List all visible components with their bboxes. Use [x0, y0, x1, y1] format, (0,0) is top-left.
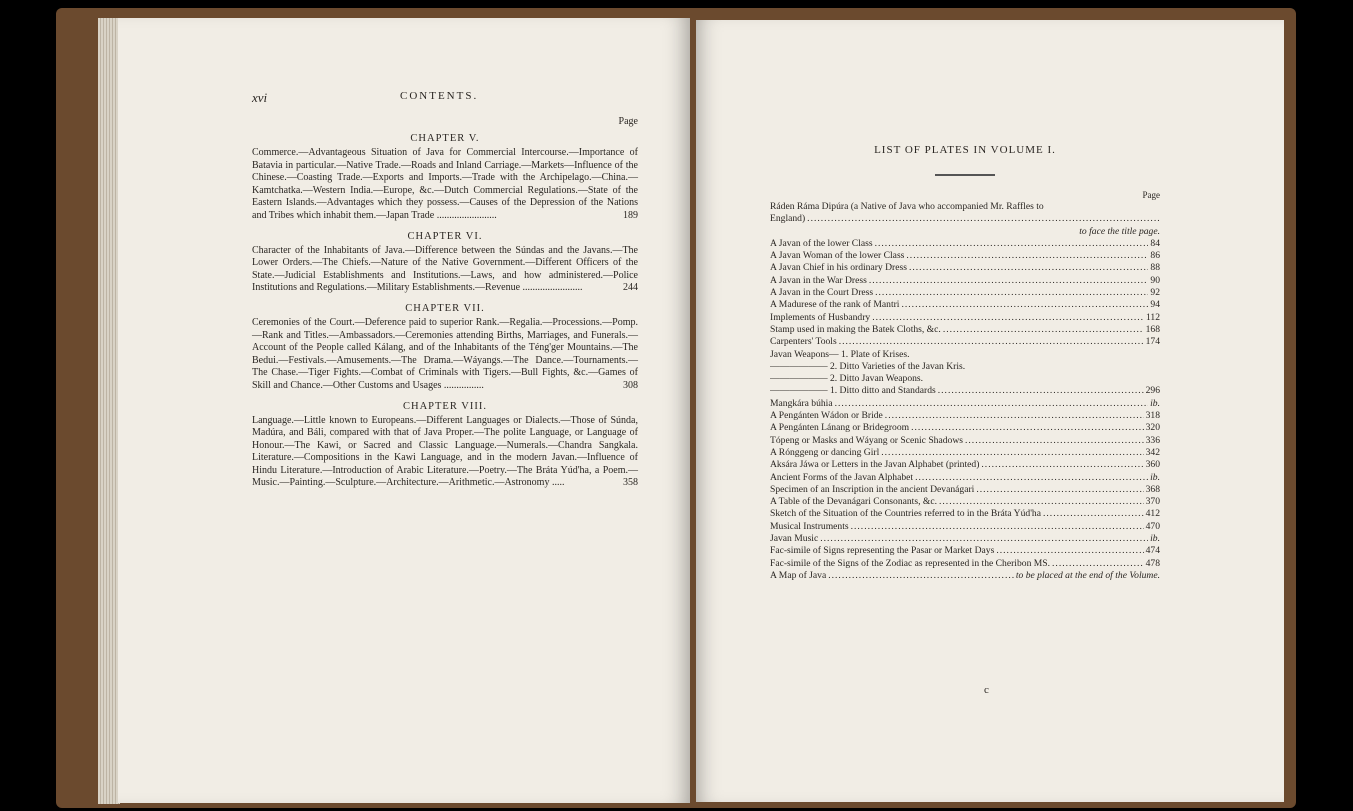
- plate-entry: [770, 238, 1160, 250]
- plate-title: —————— 2. Ditto Javan Weapons.: [770, 373, 924, 385]
- leader-dots: [976, 484, 1143, 496]
- signature-mark: c: [984, 684, 989, 696]
- plate-entry: [770, 558, 1160, 570]
- plate-entry: [770, 287, 1160, 299]
- leader-dots: [835, 398, 1149, 410]
- plate-title: A Map of Java: [770, 569, 827, 581]
- plate-title: Javan Weapons— 1. Plate of Krises.: [770, 348, 910, 360]
- chapter-heading: CHAPTER V.: [410, 133, 480, 144]
- plate-title: A Madurese of the rank of Mantri: [770, 299, 900, 311]
- plate-title: A Pengánten Lánang or Bridegroom: [770, 422, 910, 434]
- leader-dots: [939, 496, 1144, 508]
- running-title: CONTENTS.: [400, 90, 479, 102]
- plate-title: A Pengánten Wádon or Bride: [770, 410, 883, 422]
- plate-entry: [770, 447, 1160, 459]
- running-head: [252, 90, 638, 110]
- plate-page: to face the title page.: [1079, 225, 1160, 237]
- chapter-block: [252, 303, 638, 393]
- plate-page: 318: [1145, 410, 1160, 422]
- plate-entry: [770, 472, 1160, 484]
- plate-title: Aksára Jáwa or Letters in the Javan Alphabet (printed): [770, 459, 980, 471]
- plate-title: —————— 2. Ditto Varieties of the Javan Kris.: [770, 360, 966, 372]
- plate-title: Javan Music: [770, 533, 819, 545]
- page-number: xvi: [252, 90, 268, 105]
- leader-dots: [881, 447, 1143, 459]
- leader-dots: [820, 533, 1148, 545]
- plate-page: 360: [1145, 459, 1160, 471]
- plate-entry: [770, 521, 1160, 533]
- plate-page: 112: [1145, 311, 1160, 323]
- plate-title: Mangkára búhia: [770, 397, 833, 409]
- plate-entry: [770, 410, 1160, 422]
- plate-entry: [770, 385, 1160, 397]
- leader-dots: [911, 422, 1144, 434]
- leader-dots: [915, 472, 1148, 484]
- plate-title: Carpenters' Tools: [770, 336, 837, 348]
- plate-title: —————— 1. Ditto ditto and Standards: [770, 385, 936, 397]
- leader-dots: [807, 213, 1160, 224]
- plate-title: Fac-simile of the Signs of the Zodiac as represented in the Cheribon MS.: [770, 557, 1051, 569]
- plate-title: A Rónggeng or dancing Girl: [770, 446, 880, 458]
- plate-entry: [770, 459, 1160, 471]
- plate-title: Sketch of the Situation of the Countries referred to in the Bráta Yúd'ha: [770, 508, 1041, 520]
- chapter-summary: Commerce.—Advantageous Situation of Java for Commercial Intercourse.—Importance of Batavia in particular.—Native Trade.—Roads and Inland Carriage.—Markets—Influence of the Chinese.—Coasting Trade.—Exports and Imports.—Trade with the Archipelago.—China.—Kamtchatka.—Western India.—Europe, &c.—Dutch Commercial Regulations.—State of the Eastern Islands.—Advantages which they possess.—Causes of the Depression of the Nations and Tribes which inhabit them.—Japan Trade ........................ 189: [252, 147, 638, 221]
- chapter-summary: Ceremonies of the Court.—Deference paid to superior Rank.—Regalia.—Processions.—Pomp.—Rank and Titles.—Ambassadors.—Ceremonies attending Births, Marriages, and Funerals.—Account of the People called Kálang, and of the Inhabitants of the Téng'ger Mountains.—The Bedui.—Festivals.—Amusements.—The Drama.—Wáyangs.—The Dance.—Tournaments.—The Chase.—Tiger Fights.—Combat of Criminals with Tigers.—Bull Fights, &c.—Games of Skill and Chance.—Other Customs and Usages ................ 308: [252, 316, 638, 391]
- plate-page: 478: [1145, 557, 1160, 569]
- leader-dots: [872, 312, 1144, 324]
- leader-dots: [1052, 558, 1144, 570]
- leader-dots: [901, 299, 1148, 311]
- ornament-rule: [935, 174, 995, 176]
- leader-dots: [938, 385, 1144, 397]
- plate-entry: [770, 336, 1160, 348]
- left-page: [118, 18, 690, 803]
- page-column-label: Page: [618, 116, 638, 127]
- plate-page: 168: [1145, 323, 1160, 335]
- chapter-heading: CHAPTER VII.: [405, 302, 485, 314]
- leader-dots: [875, 287, 1148, 299]
- plate-entry: [770, 324, 1160, 336]
- plate-page: 342: [1145, 446, 1160, 458]
- plates-title: LIST OF PLATES IN VOLUME I.: [874, 144, 1056, 156]
- plate-entry: [770, 349, 1160, 361]
- leader-dots: [869, 275, 1149, 287]
- plate-page: to be placed at the end of the Volume.: [1015, 569, 1160, 581]
- plate-page: 368: [1145, 483, 1160, 495]
- right-page: [696, 20, 1284, 802]
- chapter-heading: CHAPTER VIII.: [403, 400, 487, 412]
- plate-page: 336: [1145, 434, 1160, 446]
- page-column-label: Page: [1142, 190, 1160, 200]
- plate-title: A Javan in the Court Dress: [770, 287, 874, 299]
- chapter-page: 244: [623, 282, 638, 294]
- plate-page: 84: [1150, 237, 1160, 249]
- plate-page: 320: [1145, 422, 1160, 434]
- leader-dots: [1043, 508, 1144, 520]
- plate-entry: [770, 496, 1160, 508]
- plate-entry: [770, 373, 1160, 385]
- plate-entry: [770, 435, 1160, 447]
- leader-dots: [851, 521, 1144, 533]
- leader-dots: [943, 324, 1144, 336]
- plate-title: A Table of the Devanágari Consonants, &c.: [770, 496, 937, 508]
- plate-entry: [770, 250, 1160, 262]
- chapter-summary: Character of the Inhabitants of Java.—Difference between the Súndas and the Javans.—The Lower Orders.—The Chiefs.—Nature of the Native Government.—Different Officers of the State.—Judicial Establishments and Institutions.—Laws, and how administered.—Police Institutions and Regulations.—Military Establishments.—Revenue ........................ 244: [252, 244, 638, 294]
- plate-title: Stamp used in making the Batek Cloths, &c.: [770, 323, 941, 335]
- plate-page: 470: [1145, 520, 1160, 532]
- plate-title: A Javan of the lower Class: [770, 237, 873, 249]
- leader-dots: [839, 336, 1144, 348]
- plate-page: 474: [1145, 545, 1160, 557]
- chapter-page: 308: [623, 379, 638, 391]
- plate-entry: [770, 361, 1160, 373]
- plate-title: Musical Instruments: [770, 520, 849, 532]
- plate-title: A Javan in the War Dress: [770, 274, 867, 286]
- plate-title: Tópeng or Masks and Wáyang or Scenic Shadows: [770, 434, 963, 446]
- chapter-block: [252, 133, 638, 223]
- leader-dots: [875, 238, 1149, 250]
- plate-entry: [770, 312, 1160, 324]
- plate-page: 174: [1145, 336, 1160, 348]
- plate-page: 92: [1150, 287, 1160, 299]
- chapter-summary: Language.—Little known to Europeans.—Different Languages or Dialects.—Those of Súnda, Madúra, and Báli, compared with that of Java Proper.—The polite Language, or Language of Honour.—The Kawi, or Sacred and Classic Language.—Numerals.—Chandra Sangkala. Literature.—Compositions in the Kawi Language, and in the modern Javan.—Influence of Hindu Literature.—Introduction of Arabic Literature.—Poetry.—The Bráta Yúd'ha, a Poem.—Music.—Painting.—Sculpture.—Architecture.—Arithmetic.—Astronomy ..... 358: [252, 414, 638, 489]
- plate-entry: [770, 299, 1160, 311]
- plate-entry: [770, 275, 1160, 287]
- chapter-block: [252, 231, 638, 295]
- plate-title: A Javan Woman of the lower Class: [770, 250, 905, 262]
- plate-entry: [770, 398, 1160, 410]
- chapter-page: 358: [623, 477, 638, 489]
- plate-page: 90: [1150, 274, 1160, 286]
- plate-page: ib.: [1150, 471, 1160, 483]
- chapter-page: 189: [623, 209, 638, 221]
- plate-page: ib.: [1150, 533, 1160, 545]
- plate-entry: [770, 508, 1160, 520]
- plate-title: Ancient Forms of the Javan Alphabet: [770, 471, 914, 483]
- leader-dots: [965, 435, 1144, 447]
- plate-title: Implements of Husbandry: [770, 311, 871, 323]
- plates-list: [770, 201, 1160, 582]
- leader-dots: [996, 545, 1143, 557]
- leader-dots: [828, 570, 1014, 582]
- plate-title: Fac-simile of Signs representing the Pasar or Market Days: [770, 545, 995, 557]
- plate-page: 370: [1145, 496, 1160, 508]
- leader-dots: [909, 262, 1148, 274]
- plate-page: 88: [1150, 262, 1160, 274]
- chapter-heading: CHAPTER VI.: [407, 230, 483, 242]
- plate-page: 94: [1150, 299, 1160, 311]
- plate-entry: [770, 545, 1160, 557]
- plate-title: A Javan Chief in his ordinary Dress: [770, 262, 907, 274]
- leader-dots: [981, 459, 1143, 471]
- leader-dots: [906, 250, 1148, 262]
- plate-entry: [770, 201, 1160, 238]
- plate-page: 86: [1150, 250, 1160, 262]
- plate-page: 412: [1145, 508, 1160, 520]
- plate-entry: [770, 422, 1160, 434]
- leader-dots: [885, 410, 1144, 422]
- plate-entry: [770, 262, 1160, 274]
- plate-entry: [770, 570, 1160, 582]
- plate-entry: [770, 484, 1160, 496]
- page-edges: [98, 18, 120, 804]
- plate-title: Ráden Ráma Dipúra (a Native of Java who accompanied Mr. Raffles to England): [770, 201, 1044, 225]
- chapter-block: [252, 401, 638, 491]
- plate-page: 296: [1145, 385, 1160, 397]
- plate-page: ib.: [1150, 397, 1160, 409]
- plate-entry: [770, 533, 1160, 545]
- plate-title: Specimen of an Inscription in the ancient Devanágari: [770, 483, 975, 495]
